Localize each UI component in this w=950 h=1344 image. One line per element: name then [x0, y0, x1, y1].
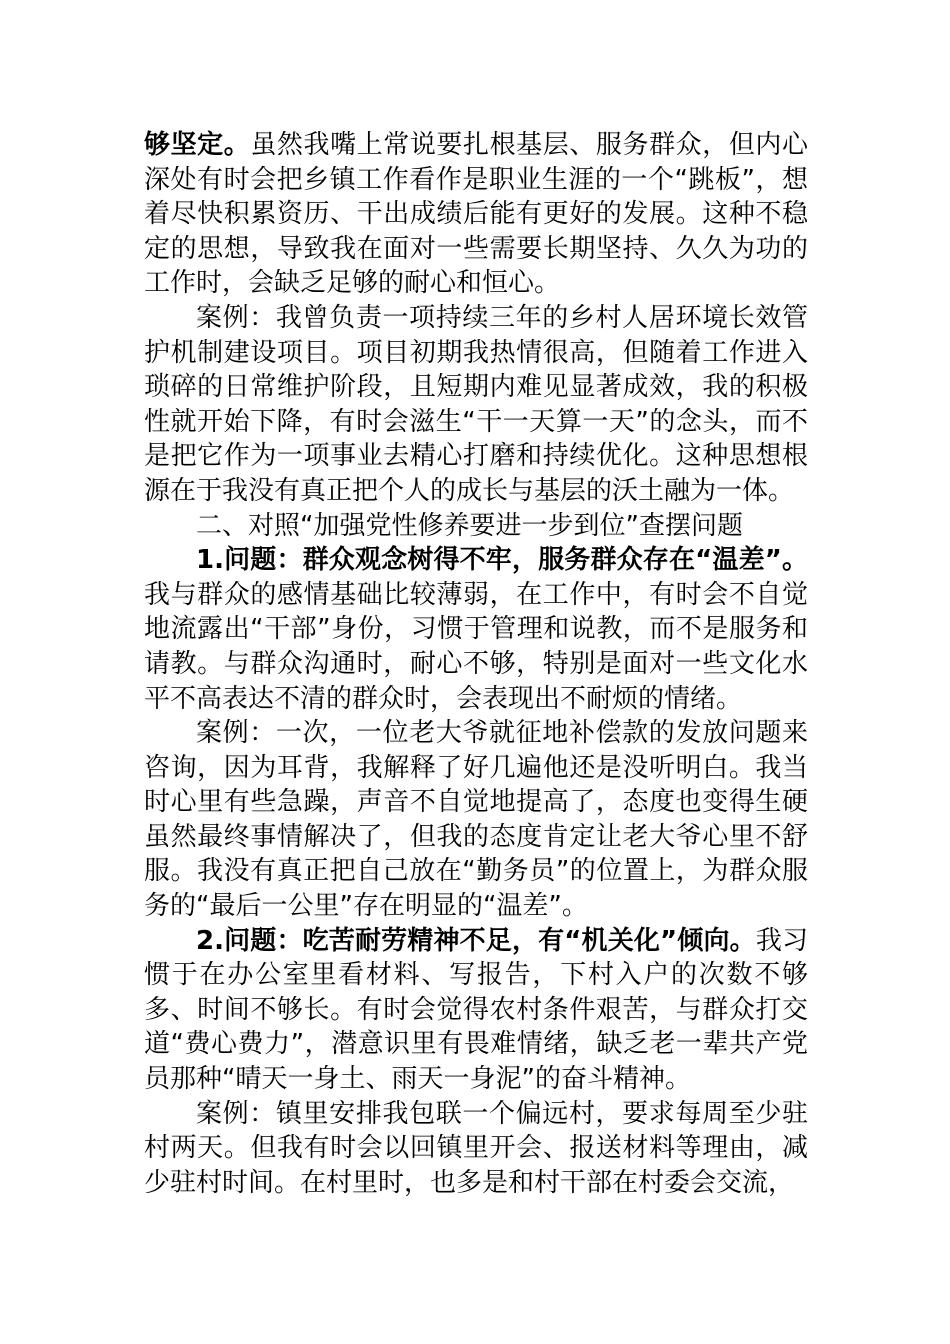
issue-2-heading: 2.问题：吃苦耐劳精神不足，有“机关化”倾向。: [196, 925, 756, 956]
paragraph-issue-2: [144, 924, 808, 1097]
paragraph-text: 案例：一次，一位老大爷就征地补偿款的发放问题来咨询，因为耳背，我解释了好几遍他还是没听明白。我当时心里有些急躁，声音不自觉地提高了，态度也变得生硬虽然最终事情解决了，但我的态度肯定让老大爷心里不舒服。我没有真正把自己放在“勤务员”的位置上，为群众服务的“最后一公里”存在明显的“温差”。: [144, 718, 808, 922]
paragraph-text: 我与群众的感情基础比较薄弱，在工作中，有时会不自觉地流露出“干部”身份，习惯于管理和说教，而不是服务和请教。与群众沟通时，耐心不够，特别是面对一些文化水平不高表达不清的群众时，会表现出不耐烦的情绪。: [144, 579, 808, 714]
paragraph-case-1: [144, 301, 808, 509]
paragraph-lead-bold: 够坚定。: [144, 130, 251, 160]
paragraph-continuation: [144, 128, 808, 301]
paragraph-issue-1: [144, 543, 808, 716]
paragraph-text: 案例：镇里安排我包联一个偏远村，要求每周至少驻村两天。但我有时会以回镇里开会、报送材料等理由，减少驻村时间。在村里时，也多是和村干部在村委会交流，: [144, 1098, 808, 1198]
section-heading-text: 二、对照“加强党性修养要进一步到位”查摆问题: [196, 510, 743, 541]
paragraph-text: 我习惯于在办公室里看材料、写报告，下村入户的次数不够多、时间不够长。有时会觉得农村条件艰苦，与群众打交道“费心费力”，潜意识里有畏难情绪，缺乏老一辈共产党员那种“晴天一身土、雨天一身泥”的奋斗精神。: [144, 925, 808, 1095]
section-heading: [144, 509, 808, 544]
issue-1-heading: 1.问题：群众观念树得不牢，服务群众存在“温差”。: [196, 545, 808, 576]
document-page: [144, 128, 808, 1200]
paragraph-text: 虽然我嘴上常说要扎根基层、服务群众，但内心深处有时会把乡镇工作看作是职业生涯的一个“跳板”，想着尽快积累资历、干出成绩后能有更好的发展。这种不稳定的思想，导致我在面对一些需要长期坚持、久久为功的工作时，会缺乏足够的耐心和恒心。: [144, 130, 808, 299]
paragraph-case-2: [144, 716, 808, 924]
paragraph-text: 案例：我曾负责一项持续三年的乡村人居环境长效管护机制建设项目。项目初期我热情很高，但随着工作进入琐碎的日常维护阶段，且短期内难见显著成效，我的积极性就开始下降，有时会滋生“干一天算一天”的念头，而不是把它作为一项事业去精心打磨和持续优化。这种思想根源在于我没有真正把个人的成长与基层的沃土融为一体。: [144, 302, 808, 506]
paragraph-case-3: [144, 1097, 808, 1201]
